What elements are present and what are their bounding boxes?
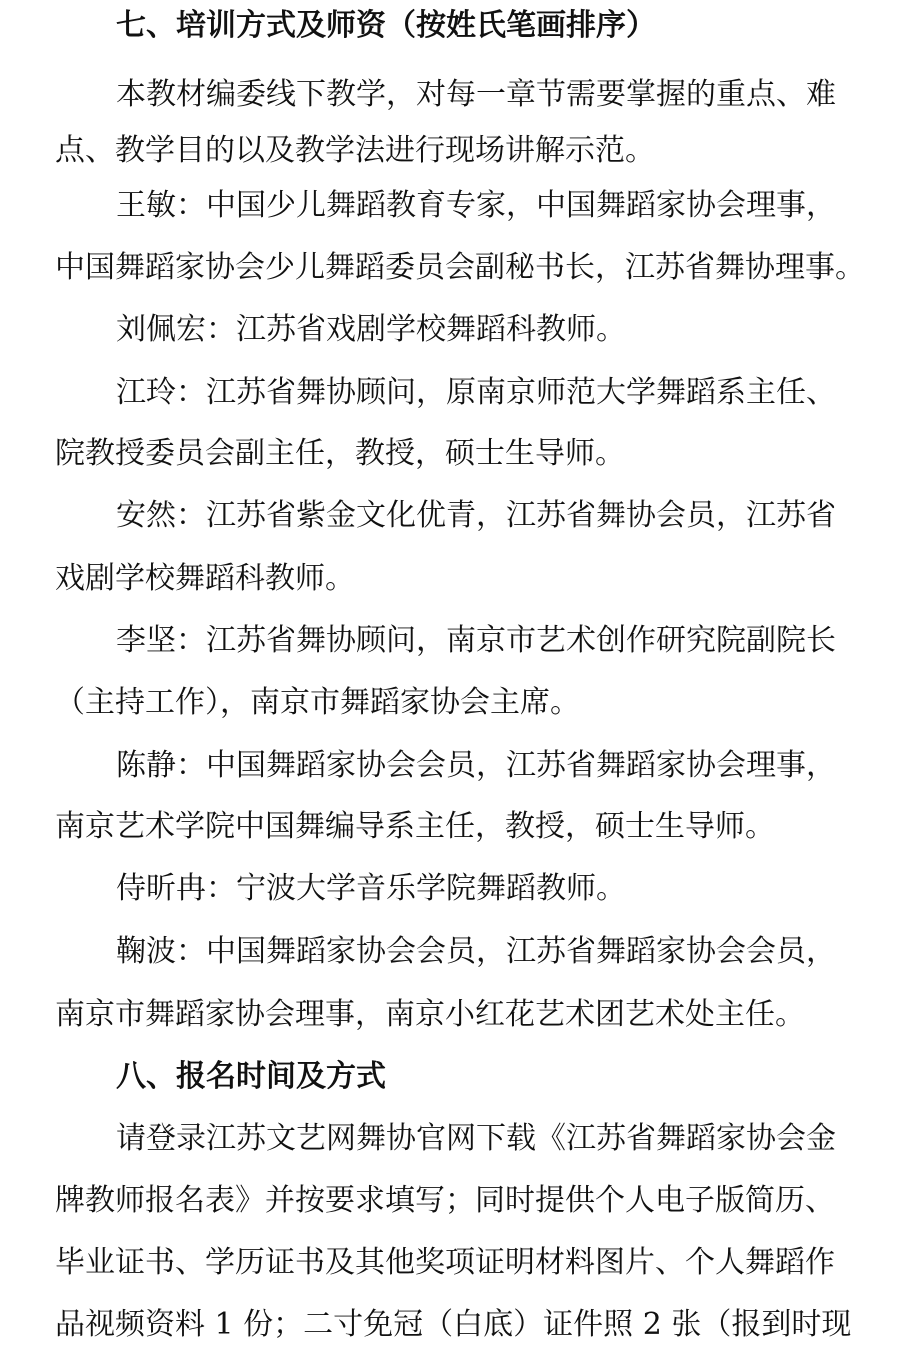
text-line: 南京市舞蹈家协会理事，南京小红花艺术团艺术处主任。 (55, 997, 805, 1032)
paragraph-line (0, 434, 916, 474)
paragraph-line (0, 310, 916, 350)
section-heading-registration (0, 1057, 916, 1097)
paragraph-line (0, 559, 916, 599)
paragraph-line (0, 1305, 916, 1345)
section-heading-training (0, 6, 916, 46)
text-line: 刘佩宏：江苏省戏剧学校舞蹈科教师。 (116, 312, 626, 347)
text-line: 安然：江苏省紫金文化优青，江苏省舞协会员，江苏省 (116, 498, 836, 533)
text-line: （主持工作），南京市舞蹈家协会主席。 (55, 685, 580, 720)
text-line: 中国舞蹈家协会少儿舞蹈委员会副秘书长，江苏省舞协理事。 (55, 250, 865, 285)
text-line: 陈静：中国舞蹈家协会会员，江苏省舞蹈家协会理事， (116, 748, 836, 783)
text-line: 王敏：中国少儿舞蹈教育专家，中国舞蹈家协会理事， (116, 188, 836, 223)
text-line: 毕业证书、学历证书及其他奖项证明材料图片、个人舞蹈作 (55, 1245, 835, 1280)
text-line: 鞠波：中国舞蹈家协会会员，江苏省舞蹈家协会会员， (116, 934, 836, 969)
paragraph-line (0, 746, 916, 786)
text-line: 戏剧学校舞蹈科教师。 (55, 561, 355, 596)
text-line: 请登录江苏文艺网舞协官网下载《江苏省舞蹈家协会金 (116, 1121, 836, 1156)
text-line: 本教材编委线下教学，对每一章节需要掌握的重点、难 (116, 77, 836, 112)
paragraph-line (0, 373, 916, 413)
heading-text: 七、培训方式及师资（按姓氏笔画排序） (116, 8, 656, 43)
paragraph-line (0, 621, 916, 661)
paragraph-line (0, 1119, 916, 1159)
text-line: 牌教师报名表》并按要求填写；同时提供个人电子版简历、 (55, 1183, 835, 1218)
paragraph-line (0, 248, 916, 288)
paragraph-line (0, 1181, 916, 1221)
paragraph-line (0, 807, 916, 847)
paragraph-line (0, 75, 916, 115)
text-line: 侍昕冉：宁波大学音乐学院舞蹈教师。 (116, 871, 626, 906)
paragraph-line (0, 869, 916, 909)
text-line: 江玲：江苏省舞协顾问，原南京师范大学舞蹈系主任、 (116, 375, 836, 410)
paragraph-line (0, 1243, 916, 1283)
paragraph-line (0, 496, 916, 536)
paragraph-line (0, 932, 916, 972)
paragraph-line (0, 186, 916, 226)
text-line: 李坚：江苏省舞协顾问，南京市艺术创作研究院副院长 (116, 623, 836, 658)
text-line: 点、教学目的以及教学法进行现场讲解示范。 (55, 133, 655, 168)
paragraph-line (0, 131, 916, 171)
text-line: 院教授委员会副主任，教授，硕士生导师。 (55, 436, 625, 471)
paragraph-line (0, 683, 916, 723)
heading-text: 八、报名时间及方式 (116, 1059, 386, 1094)
text-line: 品视频资料 1 份；二寸免冠（白底）证件照 2 张（报到时现 (55, 1307, 852, 1342)
text-line: 南京艺术学院中国舞编导系主任，教授，硕士生导师。 (55, 809, 775, 844)
paragraph-line (0, 995, 916, 1035)
